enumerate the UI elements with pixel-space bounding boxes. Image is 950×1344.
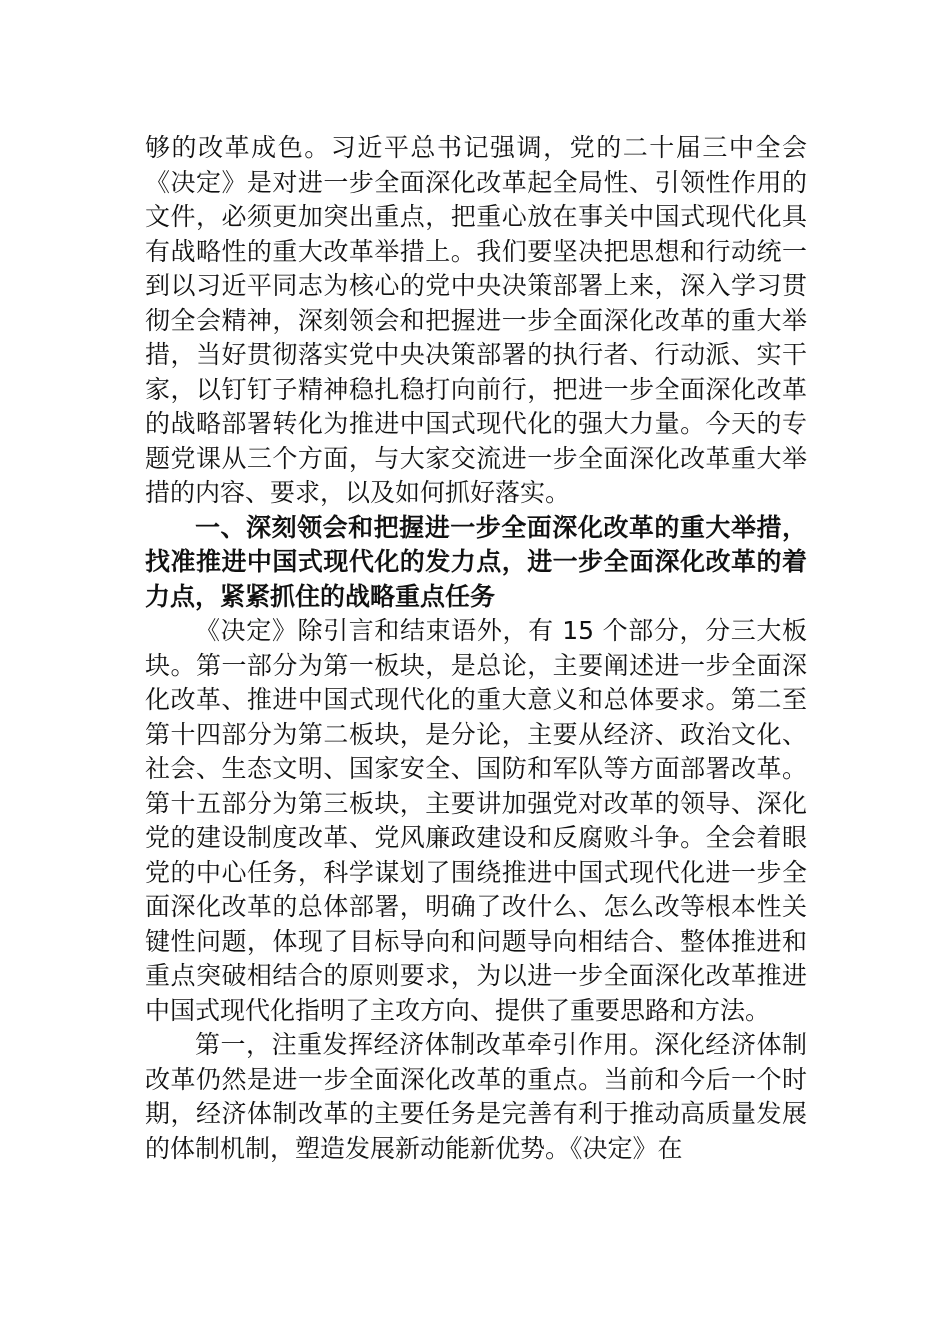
paragraph-intro: 够的改革成色。习近平总书记强调，党的二十届三中全会《决定》是对进一步全面深化改革起全局性、引领性作用的文件，必须更加突出重点，把重心放在事关中国式现代化具有战略性的重大改革举措上。我们要坚决把思想和行动统一到以习近平同志为核心的党中央决策部署上来，深入学习贯彻全会精神，深刻领会和把握进一步全面深化改革的重大举措，当好贯彻落实党中央决策部署的执行者、行动派、实干家，以钉钉子精神稳扎稳打向前行，把进一步全面深化改革的战略部署转化为推进中国式现代化的强大力量。今天的专题党课从三个方面，与大家交流进一步全面深化改革重大举措的内容、要求，以及如何抓好落实。: [145, 133, 807, 507]
section-heading-1: 一、深刻领会和把握进一步全面深化改革的重大举措，找准推进中国式现代化的发力点，进一步全面深化改革的着力点，紧紧抓住的战略重点任务: [145, 512, 807, 611]
paragraph-decision-structure: 《决定》除引言和结束语外，有 15 个部分，分三大板块。第一部分为第一板块，是总论，主要阐述进一步全面深化改革、推进中国式现代化的重大意义和总体要求。第二至第十四部分为第二板块，是分论，主要从经济、政治文化、社会、生态文明、国家安全、国防和军队等方面部署改革。第十五部分为第三板块，主要讲加强党对改革的领导、深化党的建设制度改革、党风廉政建设和反腐败斗争。全会着眼党的中心任务，科学谋划了围绕推进中国式现代化进一步全面深化改革的总体部署，明确了改什么、怎么改等根本性关键性问题，体现了目标导向和问题导向相结合、整体推进和重点突破相结合的原则要求，为以进一步全面深化改革推进中国式现代化指明了主攻方向、提供了重要思路和方法。: [145, 616, 807, 1025]
paragraph-economic-reform: 第一，注重发挥经济体制改革牵引作用。深化经济体制改革仍然是进一步全面深化改革的重点。当前和今后一个时期，经济体制改革的主要任务是完善有利于推动高质量发展的体制机制，塑造发展新动能新优势。《决定》在: [145, 1030, 807, 1163]
document-body: [145, 131, 807, 1166]
